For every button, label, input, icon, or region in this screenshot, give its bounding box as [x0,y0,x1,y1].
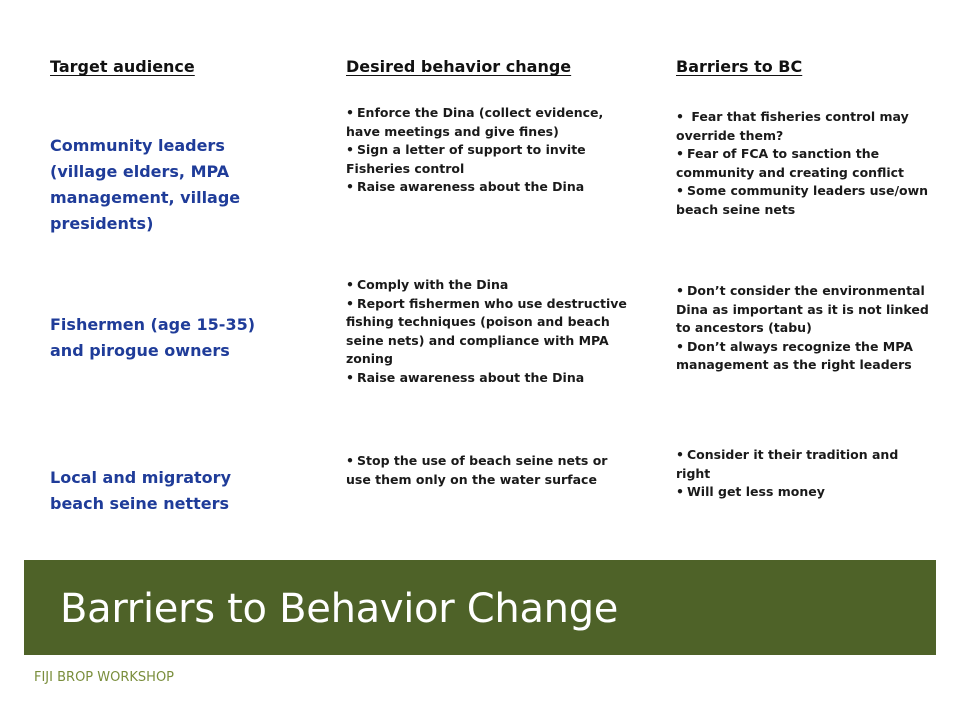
list-item: • Will get less money [676,483,936,502]
list-item: • Enforce the Dina (collect evidence, have meetings and give fines) [346,104,631,141]
footer-text: FIJI BROP WORKSHOP [34,670,175,685]
header-target-audience: Target audience [50,57,195,76]
slide-title: Barriers to Behavior Change [60,586,619,632]
list-item: • Consider it their tradition and right [676,446,936,483]
list-item: • Fear of FCA to sanction the community and creating conflict [676,145,936,182]
list-item: • Stop the use of beach seine nets or use them only on the water surface [346,452,631,489]
list-item: • Raise awareness about the Dina [346,369,631,388]
list-item: • Comply with the Dina [346,276,631,295]
audience-fishermen: Fishermen (age 15-35) and pirogue owners [50,315,256,360]
behaviors-beach-seine-netters [346,452,631,489]
list-item: • Don’t always recognize the MPA management as the right leaders [676,338,936,375]
list-item: • Raise awareness about the Dina [346,178,631,197]
audience-community-leaders: Community leaders (village elders, MPA management, village presidents) [50,136,241,233]
list-item: • Report fishermen who use destructive fishing techniques (poison and beach seine nets) and compliance with MPA zoning [346,295,631,369]
title-banner [24,560,936,655]
barriers-beach-seine-netters [676,446,936,502]
list-item: • Sign a letter of support to invite Fisheries control [346,141,631,178]
header-barriers: Barriers to BC [676,57,803,76]
audience-beach-seine-netters: Local and migratory beach seine netters [50,468,231,513]
list-item: • Some community leaders use/own beach seine nets [676,182,936,219]
barriers-fishermen [676,282,936,375]
list-item: • Fear that fisheries control may override them? [676,108,936,145]
behaviors-fishermen [346,276,631,387]
list-item: • Don’t consider the environmental Dina as important as it is not linked to ancestors (tabu) [676,282,936,338]
behaviors-community-leaders [346,104,631,197]
barriers-community-leaders [676,108,936,219]
header-desired-behavior: Desired behavior change [346,57,572,76]
